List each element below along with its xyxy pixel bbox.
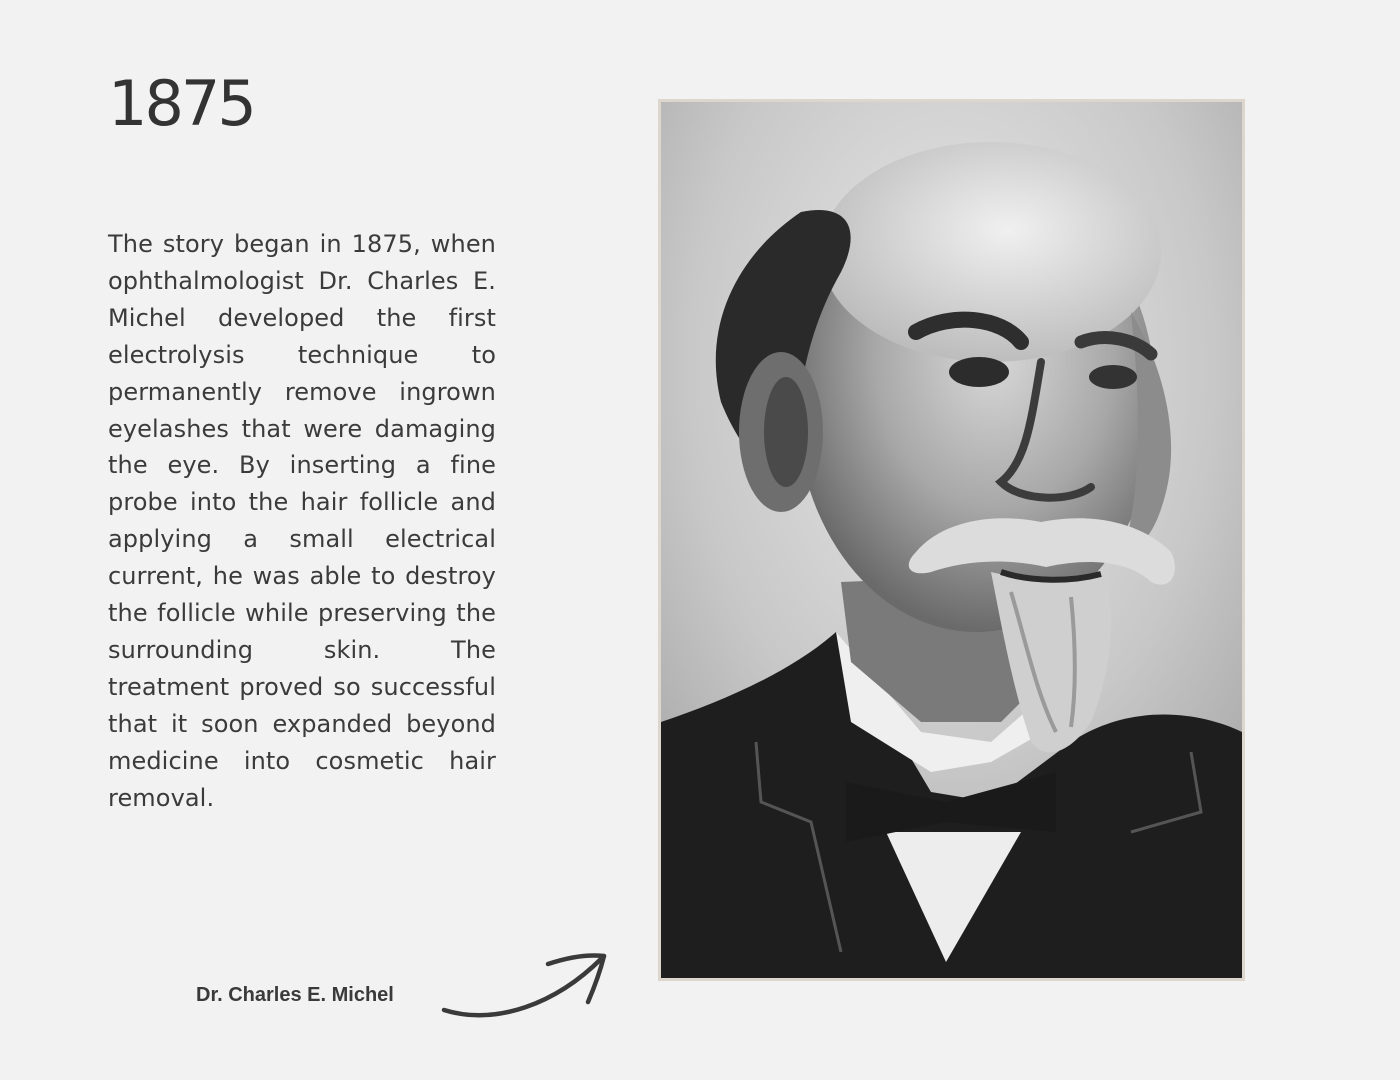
portrait-photo: [658, 99, 1245, 981]
portrait-caption: Dr. Charles E. Michel: [196, 984, 394, 1006]
page-title: 1875: [108, 67, 254, 140]
story-paragraph: The story began in 1875, when ophthalmologist Dr. Charles E. Michel developed the first electrolysis technique to permanently remove ingrown eyelashes that were damaging the eye. By inserting a fine probe into the hair follicle and applying a small electrical current, he was able to destroy the follicle while preserving the surrounding skin. The treatment proved so successful that it soon expanded beyond medicine into cosmetic hair removal.: [108, 230, 496, 812]
curved-arrow-icon: [436, 944, 616, 1028]
portrait-illustration: [661, 102, 1242, 978]
